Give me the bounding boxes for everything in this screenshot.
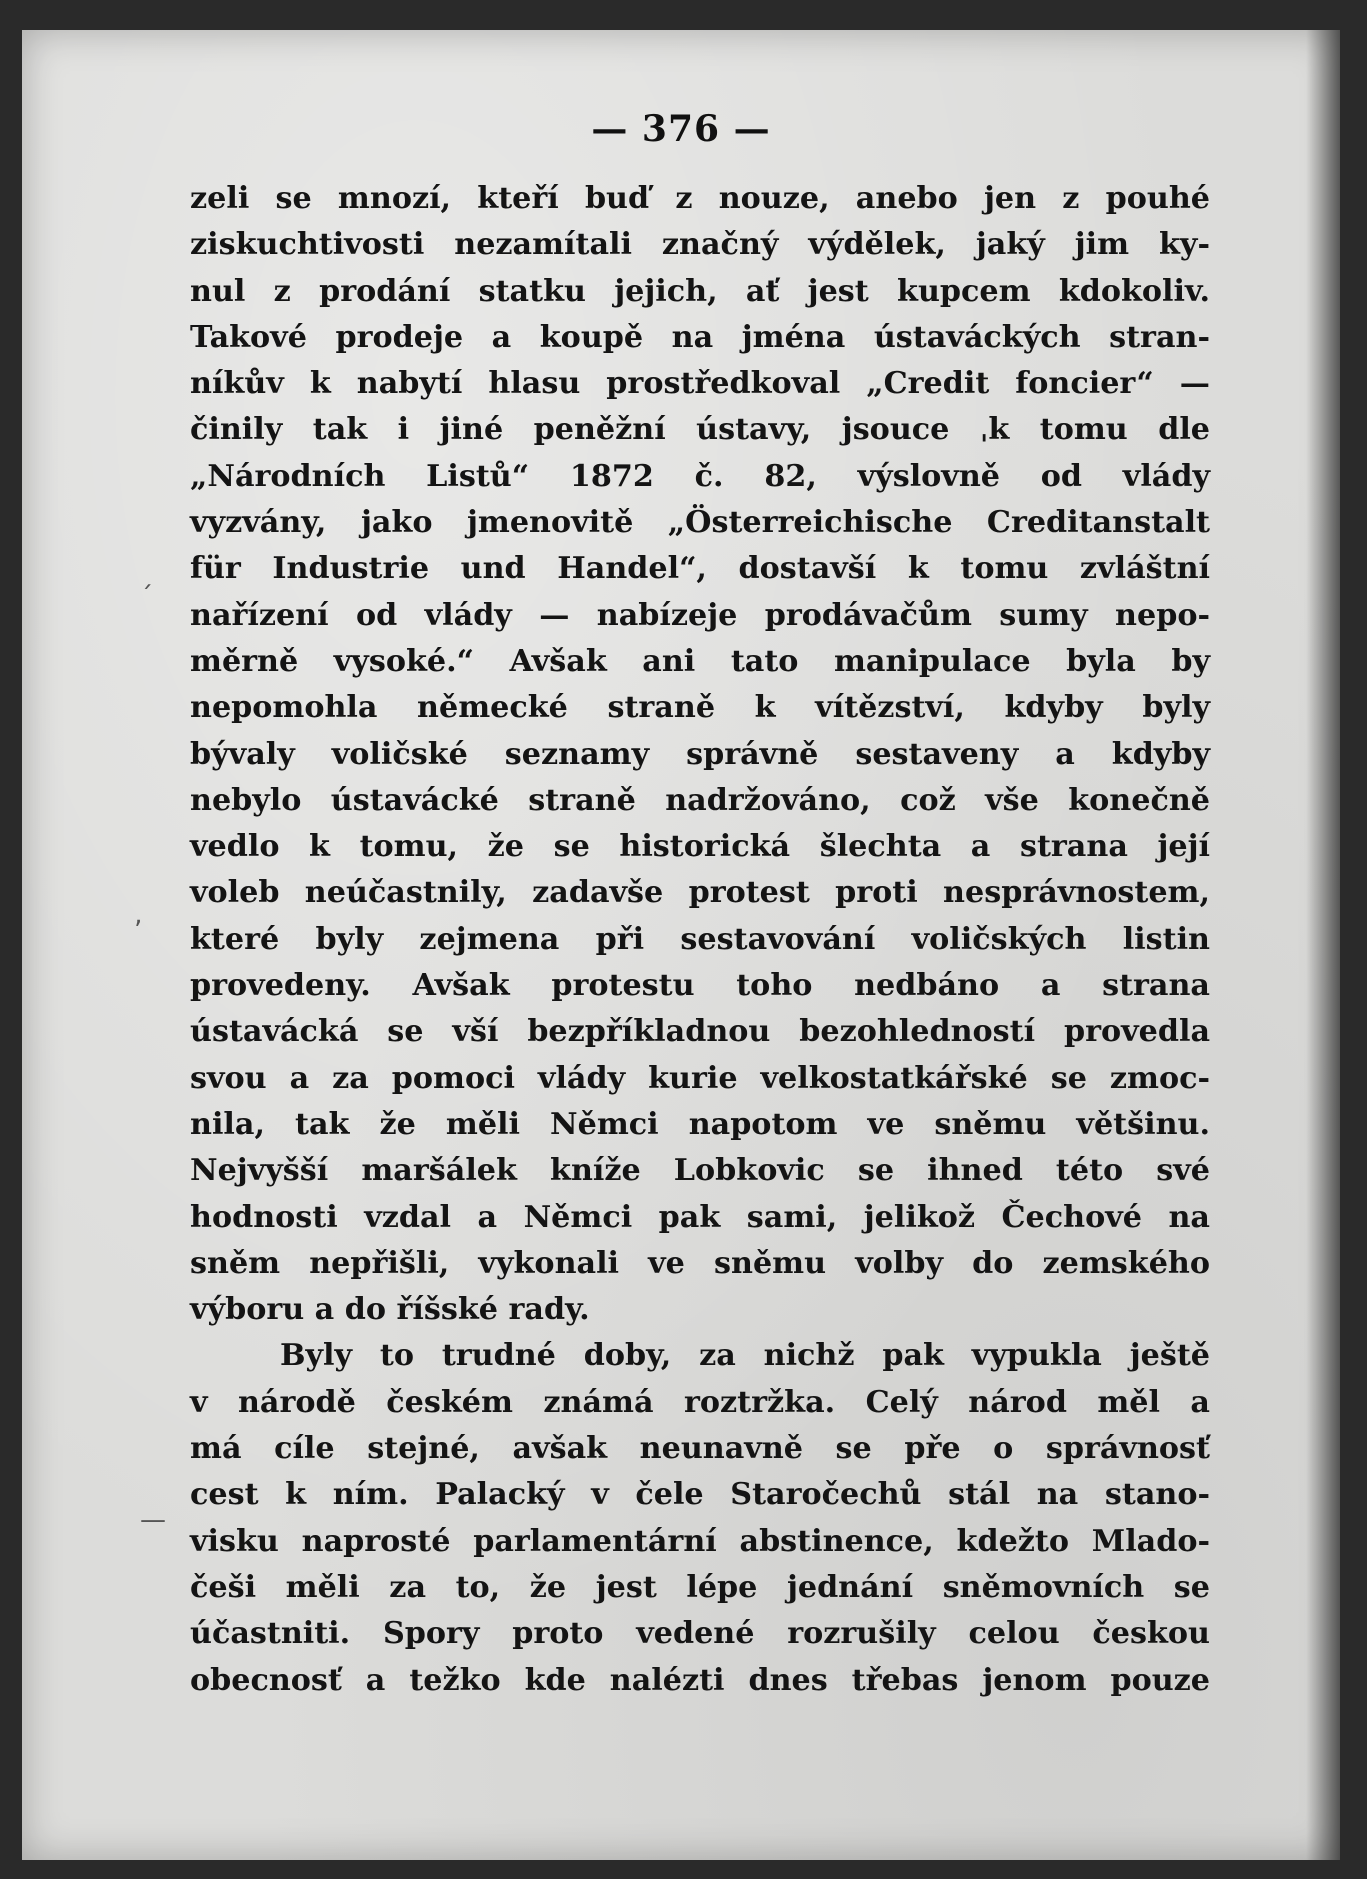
text-line: „Národních Listů“ 1872 č. 82, výslovně od vlády — [190, 458, 1210, 494]
text-line: nebylo ústavácké straně nadržováno, což vše konečně — [190, 782, 1210, 818]
text-line: činily tak i jiné peněžní ústavy, jsouce ˌk tomu dle — [190, 412, 1210, 448]
text-line: hodnosti vzdal a Němci pak sami, jelikož Čechové na — [190, 1199, 1210, 1235]
text-line: cest k ním. Palacký v čele Staročechů stál na stano- — [190, 1477, 1210, 1513]
text-line: níkův k nabytí hlasu prostředkoval „Credit foncier“ — — [190, 366, 1210, 402]
text-line: ziskuchtivosti nezamítali značný výdělek, jaký jim ky- — [190, 227, 1210, 263]
text-line: nepomohla německé straně k vítězství, kdyby byly — [190, 690, 1210, 726]
margin-dash-mark: — — [140, 1505, 166, 1535]
text-line: nul z prodání statku jejich, ať jest kupcem kdokoliv. — [190, 273, 1210, 309]
text-line: für Industrie und Handel“, dostavší k tomu zvláštní — [190, 551, 1210, 587]
text-line: bývaly voličské seznamy správně sestaveny a kdyby — [190, 736, 1210, 772]
margin-speck: ´ — [140, 582, 153, 612]
text-line: nila, tak že měli Němci napotom ve sněmu většinu. — [190, 1106, 1210, 1142]
text-line: provedeny. Avšak protestu toho nedbáno a strana — [190, 968, 1210, 1004]
text-line: obecnosť a težko kde nalézti dnes třebas jenom pouze — [190, 1662, 1210, 1698]
page-edge-shadow — [1306, 30, 1340, 1860]
text-line: vyzvány, jako jmenovitě „Österreichische Creditanstalt — [190, 505, 1210, 541]
paragraph-end-line: výboru a do říšské rady. — [190, 1292, 590, 1328]
text-line: voleb neúčastnily, zadavše protest proti nesprávnostem, — [190, 875, 1210, 911]
text-line: sněm nepřišli, vykonali ve sněmu volby do zemského — [190, 1245, 1210, 1281]
text-line: Takové prodeje a koupě na jména ústaváckých stran- — [190, 319, 1210, 355]
paragraph-start-line: Byly to trudné doby, za nichž pak vypukla ještě — [280, 1338, 1210, 1374]
margin-speck: ‚ — [134, 900, 143, 930]
page-number-header: — 376 — — [591, 108, 771, 150]
text-line: má cíle stejné, avšak neunavně se pře o správnosť — [190, 1431, 1210, 1467]
text-line: nařízení od vlády — nabízeje prodávačům sumy nepo- — [190, 597, 1210, 633]
body-text — [190, 176, 1210, 1704]
text-line: zeli se mnozí, kteří buď z nouze, anebo jen z pouhé — [190, 181, 1210, 216]
text-line: češi měli za to, že jest lépe jednání sněmovních se — [190, 1569, 1210, 1605]
text-line: které byly zejmena při sestavování voličských listin — [190, 921, 1210, 957]
text-line: vedlo k tomu, že se historická šlechta a strana její — [190, 829, 1210, 865]
text-line: měrně vysoké.“ Avšak ani tato manipulace byla by — [190, 643, 1210, 679]
text-line: v národě českém známá roztržka. Celý národ měl a — [190, 1384, 1210, 1420]
text-line: účastniti. Spory proto vedené rozrušily celou českou — [190, 1616, 1210, 1652]
text-line: ústavácká se vší bezpříkladnou bezohledností provedla — [190, 1014, 1210, 1050]
text-line: Nejvyšší maršálek kníže Lobkovic se ihned této své — [190, 1153, 1210, 1189]
text-line: visku naprosté parlamentární abstinence, kdežto Mlado- — [190, 1523, 1210, 1559]
text-line: svou a za pomoci vlády kurie velkostatkářské se zmoc- — [190, 1060, 1210, 1096]
